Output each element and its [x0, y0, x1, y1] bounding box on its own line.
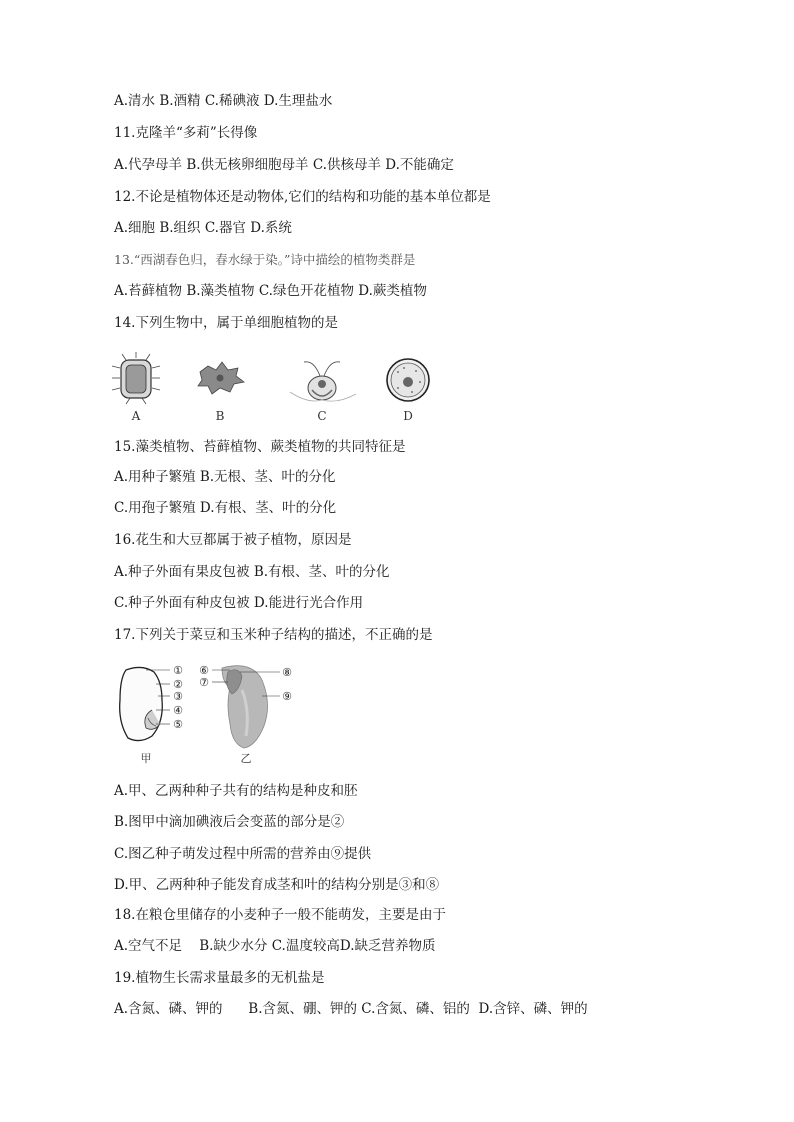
options-q16-row2: C.种子外面有种皮包被 D.能进行光合作用 [114, 595, 364, 611]
organism-c-icon [290, 362, 356, 401]
question-17: 17.下列关于菜豆和玉米种子结构的描述，不正确的是 [114, 627, 433, 643]
question-13: 13.“西湖春色归，春水绿于染。”诗中描绘的植物类群是 [114, 252, 416, 267]
option-q17-b: B.图甲中滴加碘液后会变蓝的部分是② [114, 814, 345, 830]
question-14: 14.下列生物中，属于单细胞植物的是 [114, 315, 338, 331]
question-11: 11.克隆羊“多莉”长得像 [114, 125, 258, 141]
options-q13: A.苔藓植物 B.藻类植物 C.绿色开花植物 D.蕨类植物 [114, 283, 427, 299]
fig14-label-b: B [215, 409, 225, 423]
fig14-label-c: C [317, 409, 327, 423]
organism-b-icon [198, 362, 244, 394]
options-q15-row2: C.用孢子繁殖 D.有根、茎、叶的分化 [114, 500, 337, 516]
jia-label-2: ② [173, 678, 183, 691]
option-line-q10: A.清水 B.酒精 C.稀碘液 D.生理盐水 [114, 93, 333, 109]
yi-label-8: ⑧ [282, 666, 292, 679]
q17-seed-figure [112, 660, 312, 766]
option-q17-a: A.甲、乙两种种子共有的结构是种皮和胚 [114, 783, 358, 799]
label-yi: 乙 [240, 752, 252, 765]
jia-label-5: ⑤ [173, 718, 183, 731]
q14-organisms-figure [108, 352, 448, 424]
options-q19: A.含氮、磷、钾的 B.含氮、硼、钾的 C.含氮、磷、铝的 D.含锌、磷、钾的 [114, 1001, 588, 1017]
options-q16-row1: A.种子外面有果皮包被 B.有根、茎、叶的分化 [114, 564, 390, 580]
yi-label-7: ⑦ [199, 676, 209, 689]
option-q17-d: D.甲、乙两种种子能发育成茎和叶的结构分别是③和⑧ [114, 877, 440, 893]
options-q12: A.细胞 B.组织 C.器官 D.系统 [114, 220, 292, 236]
question-19: 19.植物生长需求量最多的无机盐是 [114, 970, 325, 986]
question-12: 12.不论是植物体还是动物体,它们的结构和功能的基本单位都是 [114, 189, 491, 205]
organism-d-icon [387, 359, 429, 401]
question-16: 16.花生和大豆都属于被子植物，原因是 [114, 532, 352, 548]
options-q11: A.代孕母羊 B.供无核卵细胞母羊 C.供核母羊 D.不能确定 [114, 157, 454, 173]
organism-a-icon [112, 352, 160, 404]
fig14-label-d: D [403, 409, 413, 423]
corn-seed-icon [222, 666, 268, 748]
jia-label-1: ① [173, 664, 183, 677]
fig14-label-a: A [131, 409, 141, 423]
options-q15-row1: A.用种子繁殖 B.无根、茎、叶的分化 [114, 469, 336, 485]
options-q18: A.空气不足 B.缺少水分 C.温度较高D.缺乏营养物质 [114, 938, 436, 954]
label-jia: 甲 [140, 752, 152, 765]
question-15: 15.藻类植物、苔藓植物、蕨类植物的共同特征是 [114, 439, 406, 455]
jia-label-4: ④ [173, 704, 183, 717]
option-q17-c: C.图乙种子萌发过程中所需的营养由⑨提供 [114, 846, 372, 862]
jia-label-3: ③ [173, 690, 183, 703]
bean-seed-icon [120, 667, 163, 740]
yi-label-6: ⑥ [199, 664, 209, 677]
yi-label-9: ⑨ [282, 690, 292, 703]
question-18: 18.在粮仓里储存的小麦种子一般不能萌发，主要是由于 [114, 907, 446, 923]
